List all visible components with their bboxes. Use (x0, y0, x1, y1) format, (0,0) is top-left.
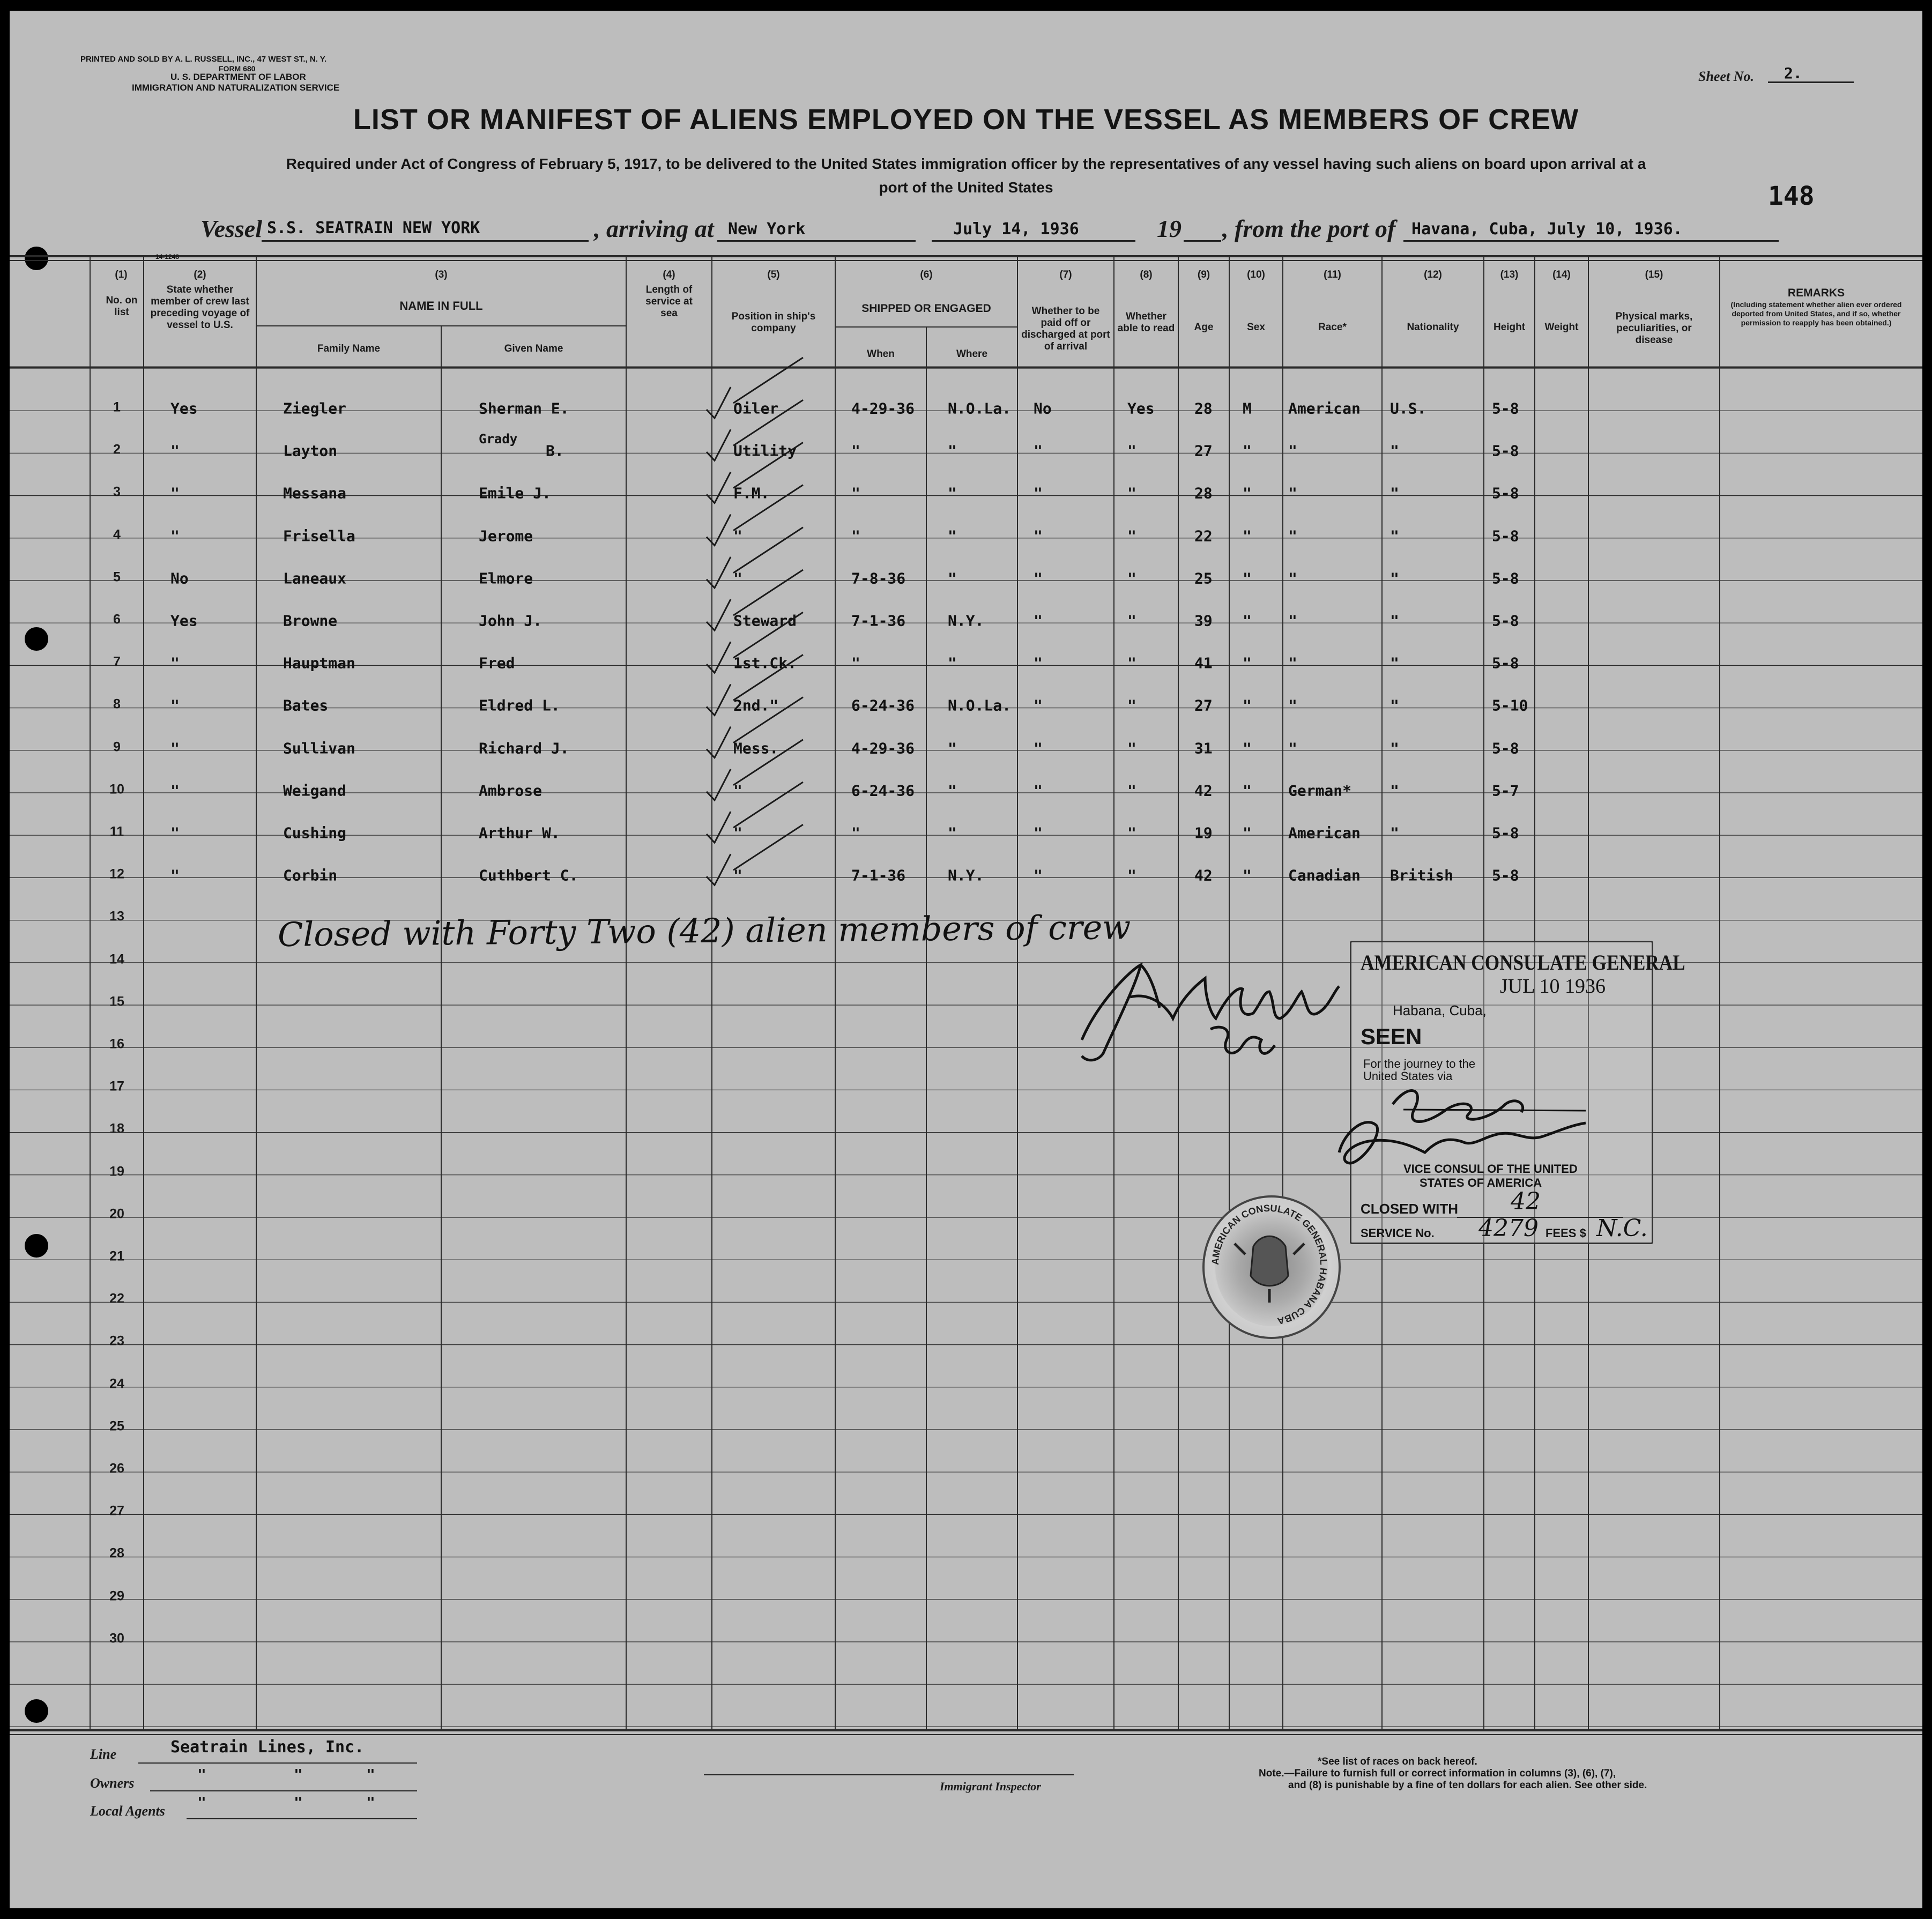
nationality-cell: " (1390, 484, 1399, 502)
paid-off-cell: " (1034, 739, 1043, 757)
race-cell: " (1288, 654, 1297, 672)
sex-cell: " (1243, 442, 1252, 460)
paid-off-cell: " (1034, 866, 1043, 884)
row-number: 20 (109, 1206, 124, 1222)
row-number: 8 (113, 696, 121, 712)
given-name-cell: John J. (479, 612, 543, 630)
race-cell: " (1288, 484, 1297, 502)
row-number: 6 (113, 612, 121, 627)
nationality-cell: British (1390, 866, 1454, 884)
year-label: 19 (1157, 215, 1182, 242)
row-number: 26 (109, 1461, 124, 1476)
remarks-header: REMARKS (1787, 287, 1845, 299)
row-number: 4 (113, 527, 121, 542)
able-to-read-cell: " (1127, 654, 1136, 672)
shipped-when-cell: 4-29-36 (851, 739, 915, 757)
family-name-cell: Messana (283, 484, 347, 502)
row-number: 14 (109, 951, 124, 967)
stamp-date: JUL 10 1936 (1500, 975, 1606, 998)
paid-off-cell: " (1034, 484, 1043, 502)
able-to-read-cell: " (1127, 739, 1136, 757)
col12-number: (12) (1424, 269, 1442, 280)
row-number: 28 (109, 1545, 124, 1561)
height-cell: 5-8 (1492, 654, 1519, 672)
shipped-when-cell: " (851, 654, 860, 672)
shipped-where-cell: N.O.La. (948, 696, 1012, 715)
row-number: 18 (109, 1121, 124, 1136)
position-cell: " (733, 782, 742, 800)
shipped-when-cell: 6-24-36 (851, 782, 915, 800)
col10-number: (10) (1247, 269, 1265, 280)
arriving-port: New York (728, 220, 806, 239)
paid-off-cell: No (1034, 399, 1052, 418)
position-cell: " (733, 824, 742, 842)
line-underline (138, 1762, 417, 1764)
row-number: 17 (109, 1078, 124, 1094)
row-number: 13 (109, 909, 124, 924)
given-name-cell: Emile J. (479, 484, 551, 502)
races-note: *See list of races on back hereof. (1318, 1756, 1477, 1767)
from-label: , from the port of (1222, 215, 1396, 242)
height-cell: 5-8 (1492, 399, 1519, 418)
owners-ditto-3: " (366, 1766, 375, 1783)
family-name-cell: Corbin (283, 866, 338, 884)
age-cell: 28 (1194, 484, 1213, 502)
col15-number: (15) (1645, 269, 1663, 280)
position-cell: " (733, 866, 742, 884)
sex-cell: " (1243, 654, 1252, 672)
position-cell: Utility (733, 442, 797, 460)
agents-ditto-2: " (294, 1794, 303, 1811)
col6-where-header: Where (956, 348, 988, 360)
able-to-read-cell: " (1127, 569, 1136, 587)
age-cell: 19 (1194, 824, 1213, 842)
shipped-where-cell: N.Y. (948, 612, 984, 630)
paid-off-cell: " (1034, 442, 1043, 460)
position-cell: Oiler (733, 399, 779, 418)
position-cell: " (733, 527, 742, 545)
shipped-when-cell: " (851, 484, 860, 502)
shipped-where-cell: " (948, 654, 957, 672)
given-name-cell: Eldred L. (479, 696, 560, 715)
owners-underline (150, 1790, 417, 1791)
subtitle-line-2: port of the United States (879, 179, 1053, 196)
form-number: FORM 680 (219, 64, 256, 73)
nationality-cell: " (1390, 569, 1399, 587)
position-cell: " (733, 569, 742, 587)
col3-number: (3) (435, 269, 448, 280)
nationality-cell: " (1390, 739, 1399, 757)
penalty-note-2: and (8) is punishable by a fine of ten dollars for each alien. See other side. (1288, 1780, 1647, 1791)
position-cell: Steward (733, 612, 797, 630)
family-name-cell: Ziegler (283, 399, 347, 418)
prev-voyage-cell: No (170, 569, 189, 587)
nationality-cell: U.S. (1390, 399, 1426, 418)
row-number: 2 (113, 442, 121, 457)
col11-number: (11) (1324, 269, 1341, 280)
col13-number: (13) (1500, 269, 1519, 280)
stamp-vice-consul-1: VICE CONSUL OF THE UNITED (1403, 1162, 1578, 1176)
paid-off-cell: " (1034, 654, 1043, 672)
paid-off-cell: " (1034, 569, 1043, 587)
shipped-when-cell: 7-1-36 (851, 866, 906, 884)
able-to-read-cell: " (1127, 782, 1136, 800)
col5-header: Position in ship's company (731, 311, 816, 334)
able-to-read-cell: " (1127, 696, 1136, 715)
given-name-cell: Sherman E. (479, 399, 569, 418)
given-name-cell: Elmore (479, 569, 533, 587)
height-cell: 5-8 (1492, 569, 1519, 587)
given-name-correction: Grady (479, 432, 518, 447)
col15-header: Physical marks, peculiarities, or disease (1615, 311, 1693, 346)
col3-header: NAME IN FULL (399, 299, 483, 313)
sex-cell: " (1243, 612, 1252, 630)
row-number: 23 (109, 1333, 124, 1349)
stamp-fees-value: N.C. (1596, 1215, 1648, 1242)
nationality-cell: " (1390, 612, 1399, 630)
shipped-where-cell: " (948, 442, 957, 460)
family-name-cell: Sullivan (283, 739, 355, 757)
able-to-read-cell: Yes (1127, 399, 1155, 418)
given-name-cell: Richard J. (479, 739, 569, 757)
height-cell: 5-8 (1492, 739, 1519, 757)
agents-underline (187, 1818, 417, 1819)
penalty-note-1: Note.—Failure to furnish full or correct information in columns (3), (6), (7), (1259, 1768, 1616, 1779)
prev-voyage-cell: " (170, 484, 180, 502)
race-cell: " (1288, 696, 1297, 715)
shipped-where-cell: N.O.La. (948, 399, 1012, 418)
col14-number: (14) (1552, 269, 1571, 280)
able-to-read-cell: " (1127, 866, 1136, 884)
stamp-city: Habana, Cuba, (1393, 1002, 1487, 1018)
able-to-read-cell: " (1127, 824, 1136, 842)
stamp-service-label: SERVICE No. (1361, 1226, 1435, 1240)
stamp-journey-1: For the journey to the (1363, 1057, 1476, 1070)
row-number: 15 (109, 994, 124, 1009)
row-number: 16 (109, 1036, 124, 1052)
col2-number: (2) (194, 269, 206, 280)
race-cell: Canadian (1288, 866, 1361, 884)
local-agents-label: Local Agents (90, 1803, 165, 1819)
family-name-cell: Cushing (283, 824, 347, 842)
sheet-number: 2. (1784, 64, 1802, 82)
owners-ditto-2: " (294, 1766, 303, 1783)
height-cell: 5-8 (1492, 866, 1519, 884)
family-name-cell: Weigand (283, 782, 347, 800)
col1-number: (1) (115, 269, 128, 280)
family-name-cell: Bates (283, 696, 329, 715)
race-cell: " (1288, 442, 1297, 460)
race-cell: German* (1288, 782, 1352, 800)
able-to-read-cell: " (1127, 527, 1136, 545)
age-cell: 27 (1194, 442, 1213, 460)
position-cell: F.M. (733, 484, 770, 502)
age-cell: 25 (1194, 569, 1213, 587)
age-cell: 42 (1194, 782, 1213, 800)
row-number: 21 (109, 1248, 124, 1264)
sex-cell: " (1243, 739, 1252, 757)
row-number: 24 (109, 1376, 124, 1392)
paid-off-cell: " (1034, 612, 1043, 630)
stamp-closed-label: CLOSED WITH (1361, 1201, 1458, 1217)
vessel-name: S.S. SEATRAIN NEW YORK (267, 219, 480, 237)
col9-number: (9) (1197, 269, 1210, 280)
owners-ditto-1: " (197, 1766, 206, 1783)
given-name-cell: Fred (479, 654, 515, 672)
col13-header: Height (1493, 322, 1526, 333)
shipped-when-cell: " (851, 527, 860, 545)
prev-voyage-cell: " (170, 442, 180, 460)
sex-cell: M (1243, 399, 1252, 418)
shipped-when-cell: 4-29-36 (851, 399, 915, 418)
service: IMMIGRATION AND NATURALIZATION SERVICE (132, 83, 340, 93)
shipped-where-cell: " (948, 484, 957, 502)
printer-line: PRINTED AND SOLD BY A. L. RUSSELL, INC., 47 WEST ST., N. Y. (80, 55, 327, 64)
departure-port: Havana, Cuba, July 10, 1936. (1411, 220, 1683, 239)
able-to-read-cell: " (1127, 484, 1136, 502)
prev-voyage-cell: " (170, 739, 180, 757)
age-cell: 42 (1194, 866, 1213, 884)
height-cell: 5-7 (1492, 782, 1519, 800)
col7-header: Whether to be paid off or discharged at port of arrival (1021, 306, 1110, 352)
sheet-label: Sheet No. (1698, 69, 1754, 84)
master-signature (1050, 938, 1350, 1077)
row-number: 10 (109, 782, 124, 797)
inspector-label: Immigrant Inspector (940, 1780, 1041, 1793)
family-name-cell: Layton (283, 442, 338, 460)
remarks-subheader: (Including statement whether alien ever ordered deported from United States, and if so, whether permission to reapply has been obtained.) (1730, 300, 1902, 327)
age-cell: 27 (1194, 696, 1213, 715)
height-cell: 5-10 (1492, 696, 1528, 715)
sex-cell: " (1243, 484, 1252, 502)
nationality-cell: " (1390, 654, 1399, 672)
seal-text: AMERICAN CONSULATE GENERAL HABANA CUBA (1209, 1202, 1329, 1327)
age-cell: 41 (1194, 654, 1213, 672)
arrival-date: July 14, 1936 (953, 220, 1079, 239)
age-cell: 22 (1194, 527, 1213, 545)
col3-given-header: Given Name (504, 343, 563, 354)
paid-off-cell: " (1034, 824, 1043, 842)
paid-off-cell: " (1034, 782, 1043, 800)
family-name-cell: Hauptman (283, 654, 355, 672)
row-number: 1 (113, 399, 121, 415)
seal-text-ring (1202, 1195, 1336, 1335)
col1-header: No. on list (106, 295, 138, 318)
stamp-journey-2: United States via (1363, 1069, 1453, 1083)
owners-label: Owners (90, 1775, 135, 1791)
col6-when-header: When (867, 348, 895, 360)
col3-family-header: Family Name (317, 343, 381, 354)
row-number: 22 (109, 1291, 124, 1306)
nationality-cell: " (1390, 824, 1399, 842)
row-number: 12 (109, 866, 124, 882)
given-name-cell: Ambrose (479, 782, 543, 800)
col11-header: Race* (1318, 322, 1347, 333)
col5-number: (5) (767, 269, 780, 280)
manifest-sheet (10, 11, 1922, 1908)
able-to-read-cell: " (1127, 612, 1136, 630)
col4-header: Length of service at sea (645, 284, 693, 319)
prev-voyage-cell: Yes (170, 612, 198, 630)
height-cell: 5-8 (1492, 442, 1519, 460)
arriving-label: , arriving at (594, 215, 714, 242)
nationality-cell: " (1390, 696, 1399, 715)
stamp-vice-consul-2: STATES OF AMERICA (1420, 1176, 1542, 1189)
stamp-service-value: 4279 (1478, 1215, 1539, 1242)
shipped-where-cell: " (948, 782, 957, 800)
prev-voyage-cell: Yes (170, 399, 198, 418)
height-cell: 5-8 (1492, 612, 1519, 630)
prev-voyage-cell: " (170, 866, 180, 884)
col6-header: SHIPPED OR ENGAGED (861, 302, 991, 315)
col6-number: (6) (920, 269, 933, 280)
shipped-when-cell: 6-24-36 (851, 696, 915, 715)
height-cell: 5-8 (1492, 824, 1519, 842)
col9-header: Age (1194, 322, 1214, 333)
stamp-title: AMERICAN CONSULATE GENERAL (1361, 950, 1685, 975)
race-cell: " (1288, 569, 1297, 587)
shipped-where-cell: " (948, 527, 957, 545)
row-number: 11 (109, 824, 124, 839)
line-value: Seatrain Lines, Inc. (170, 1738, 365, 1757)
subtitle-line-1: Required under Act of Congress of February 5, 1917, to be delivered to the United States immigration officer by the representatives of any vessel having such aliens on board upon arrival at a (286, 155, 1646, 172)
given-name-cell: Arthur W. (479, 824, 560, 842)
agents-ditto-3: " (366, 1794, 375, 1811)
agents-ditto-1: " (197, 1794, 206, 1811)
row-number: 27 (109, 1503, 124, 1519)
col7-number: (7) (1059, 269, 1072, 280)
vessel-label: Vessel (200, 215, 262, 242)
family-name-cell: Browne (283, 612, 338, 630)
race-cell: " (1288, 739, 1297, 757)
race-cell: " (1288, 527, 1297, 545)
row-number: 3 (113, 484, 121, 500)
shipped-when-cell: " (851, 824, 860, 842)
page-number: 148 (1768, 181, 1815, 211)
sex-cell: " (1243, 527, 1252, 545)
col10-header: Sex (1247, 322, 1265, 333)
col4-number: (4) (663, 269, 675, 280)
col8-header: Whether able to read (1117, 311, 1175, 334)
prev-voyage-cell: " (170, 824, 180, 842)
nationality-cell: " (1390, 782, 1399, 800)
sex-cell: " (1243, 866, 1252, 884)
position-cell: 2nd." (733, 696, 779, 715)
prev-voyage-cell: " (170, 696, 180, 715)
col2-header: State whether member of crew last preceding voyage of vessel to U.S. (150, 284, 250, 331)
height-cell: 5-8 (1492, 484, 1519, 502)
position-cell: 1st.Ck. (733, 654, 797, 672)
sex-cell: " (1243, 569, 1252, 587)
family-name-cell: Laneaux (283, 569, 347, 587)
row-number: 19 (109, 1164, 124, 1179)
row-number: 30 (109, 1631, 124, 1646)
paid-off-cell: " (1034, 527, 1043, 545)
col8-number: (8) (1140, 269, 1153, 280)
height-cell: 5-8 (1492, 527, 1519, 545)
closing-note: Closed with Forty Two (42) alien members of crew (277, 908, 1131, 954)
shipped-when-cell: " (851, 442, 860, 460)
age-cell: 28 (1194, 399, 1213, 418)
race-cell: American (1288, 399, 1361, 418)
shipped-where-cell: N.Y. (948, 866, 984, 884)
row-number: 25 (109, 1418, 124, 1434)
form-code: 14-1248 (155, 253, 180, 261)
stamp-fees-label: FEES $ (1545, 1226, 1586, 1240)
prev-voyage-cell: " (170, 782, 180, 800)
col14-header: Weight (1544, 322, 1579, 333)
family-name-cell: Frisella (283, 527, 355, 545)
given-name-cell: Jerome (479, 527, 533, 545)
paid-off-cell: " (1034, 696, 1043, 715)
prev-voyage-cell: " (170, 527, 180, 545)
able-to-read-cell: " (1127, 442, 1136, 460)
row-number: 5 (113, 569, 121, 585)
shipped-where-cell: " (948, 739, 957, 757)
position-cell: Mess. (733, 739, 779, 757)
page-title: LIST OR MANIFEST OF ALIENS EMPLOYED ON THE VESSEL AS MEMBERS OF CREW (353, 103, 1579, 136)
row-number: 7 (113, 654, 121, 670)
age-cell: 39 (1194, 612, 1213, 630)
race-cell: American (1288, 824, 1361, 842)
given-name-cell: B. (546, 442, 564, 460)
inspector-signature-line (704, 1774, 1074, 1775)
row-number: 9 (113, 739, 121, 755)
shipped-when-cell: 7-8-36 (851, 569, 906, 587)
age-cell: 31 (1194, 739, 1213, 757)
row-number: 29 (109, 1588, 124, 1604)
given-name-cell: Cuthbert C. (479, 866, 578, 884)
sex-cell: " (1243, 696, 1252, 715)
shipped-where-cell: " (948, 824, 957, 842)
race-cell: " (1288, 612, 1297, 630)
nationality-cell: " (1390, 442, 1399, 460)
prev-voyage-cell: " (170, 654, 180, 672)
stamp-closed-value: 42 (1511, 1188, 1541, 1215)
nationality-cell: " (1390, 527, 1399, 545)
col12-header: Nationality (1407, 322, 1459, 333)
sex-cell: " (1243, 824, 1252, 842)
shipped-where-cell: " (948, 569, 957, 587)
sex-cell: " (1243, 782, 1252, 800)
line-label: Line (90, 1746, 117, 1762)
department: U. S. DEPARTMENT OF LABOR (170, 72, 306, 82)
stamp-seen: SEEN (1361, 1024, 1422, 1049)
shipped-when-cell: 7-1-36 (851, 612, 906, 630)
